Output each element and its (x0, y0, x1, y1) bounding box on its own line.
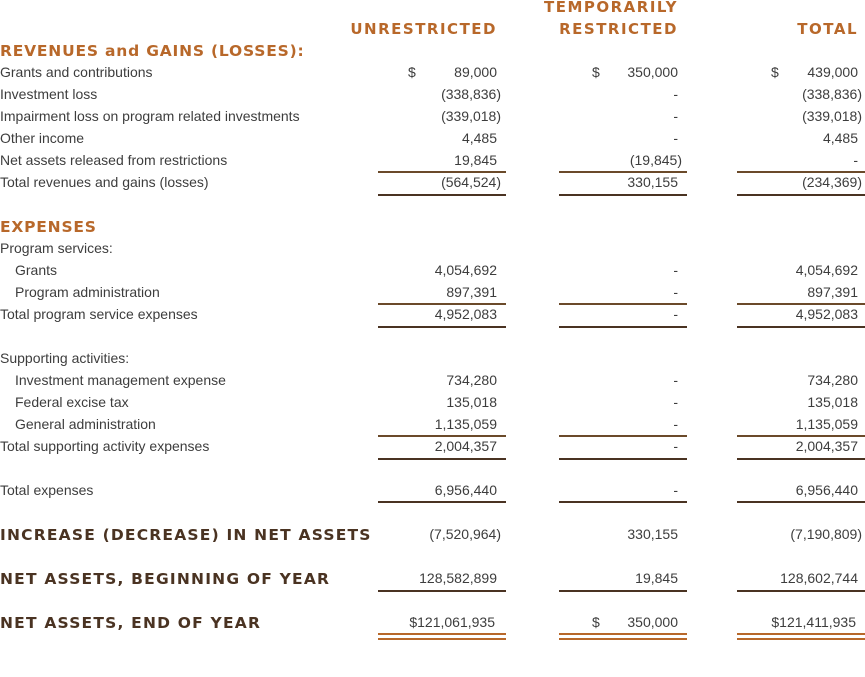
row-label: Investment loss (0, 86, 98, 102)
row-label: General administration (15, 416, 156, 432)
total-value: 128,602,744 (780, 570, 858, 586)
subtotal-rule (378, 303, 506, 305)
total-rule (737, 458, 865, 460)
total-value: (338,836) (802, 86, 862, 102)
temporarily-value: 330,155 (627, 526, 678, 542)
total-value: (7,190,809) (790, 526, 862, 542)
temporarily-value: 350,000 (627, 614, 678, 630)
temporarily-value: 330,155 (627, 174, 678, 190)
unrestricted-value: 2,004,357 (434, 438, 497, 454)
expenses-heading: EXPENSES (0, 218, 97, 236)
currency-symbol: $ (592, 64, 600, 80)
total-value: (234,369) (802, 174, 862, 190)
currency-symbol: $ (771, 64, 779, 80)
unrestricted-value: 6,956,440 (434, 482, 497, 498)
total-value: (339,018) (802, 108, 862, 124)
total-value: 4,485 (822, 130, 858, 146)
increase-decrease-label: INCREASE (DECREASE) IN NET ASSETS (0, 526, 372, 544)
row-label: Total supporting activity expenses (0, 438, 210, 454)
total-rule (559, 458, 687, 460)
double-rule-top (559, 633, 687, 635)
row-label: Total revenues and gains (losses) (0, 174, 209, 190)
row-label: Net assets released from restrictions (0, 152, 228, 168)
temporarily-value: - (673, 86, 678, 102)
total-rule (737, 194, 865, 196)
row-label: Total program service expenses (0, 306, 198, 322)
total-rule (378, 501, 506, 503)
total-rule (737, 326, 865, 328)
total-value: 2,004,357 (795, 438, 858, 454)
temporarily-value: - (673, 284, 678, 300)
subtotal-rule (559, 303, 687, 305)
row-label: Grants and contributions (0, 64, 153, 80)
total-rule (559, 590, 687, 592)
program-services-heading: Program services: (0, 240, 113, 256)
subtotal-rule (559, 435, 687, 437)
temporarily-value: - (673, 482, 678, 498)
temporarily-value: - (673, 130, 678, 146)
double-rule-top (378, 633, 506, 635)
unrestricted-value: 734,280 (446, 372, 497, 388)
unrestricted-value: (564,524) (441, 174, 501, 190)
subtotal-rule (737, 435, 865, 437)
revenues-heading: REVENUES and GAINS (LOSSES): (0, 42, 305, 60)
total-value: 135,018 (807, 394, 858, 410)
subtotal-rule (559, 171, 687, 173)
row-label: Program administration (15, 284, 160, 300)
supporting-activities-heading: Supporting activities: (0, 350, 130, 366)
total-rule (378, 590, 506, 592)
total-value: 439,000 (807, 64, 858, 80)
unrestricted-value: 897,391 (446, 284, 497, 300)
total-rule (378, 326, 506, 328)
total-value: 4,054,692 (795, 262, 858, 278)
total-value: 1,135,059 (795, 416, 858, 432)
total-value: 897,391 (807, 284, 858, 300)
column-header-restricted: RESTRICTED (559, 20, 678, 38)
unrestricted-value: 19,845 (454, 152, 497, 168)
unrestricted-value: 4,054,692 (434, 262, 497, 278)
currency-symbol: $ (408, 64, 416, 80)
row-label: Investment management expense (15, 372, 226, 388)
total-value: 734,280 (807, 372, 858, 388)
double-rule-bottom (737, 638, 865, 640)
unrestricted-value: 135,018 (446, 394, 497, 410)
temporarily-value: - (673, 438, 678, 454)
total-value: 4,952,083 (795, 306, 858, 322)
total-rule (559, 326, 687, 328)
unrestricted-value: (7,520,964) (429, 526, 501, 542)
subtotal-rule (737, 171, 865, 173)
currency-symbol: $ (592, 614, 600, 630)
unrestricted-value: (339,018) (441, 108, 501, 124)
total-rule (737, 501, 865, 503)
temporarily-value: (19,845) (629, 152, 682, 168)
row-label: Federal excise tax (15, 394, 129, 410)
double-rule-top (737, 633, 865, 635)
unrestricted-value: 4,952,083 (434, 306, 497, 322)
total-rule (559, 194, 687, 196)
unrestricted-value: 4,485 (461, 130, 497, 146)
net-assets-beginning-label: NET ASSETS, BEGINNING OF YEAR (0, 570, 331, 588)
unrestricted-value: 89,000 (454, 64, 497, 80)
temporarily-value: 350,000 (627, 64, 678, 80)
temporarily-value: - (673, 416, 678, 432)
net-assets-end-label: NET ASSETS, END OF YEAR (0, 614, 262, 632)
unrestricted-value: (338,836) (441, 86, 501, 102)
temporarily-value: - (673, 262, 678, 278)
temporarily-value: - (673, 372, 678, 388)
column-header-total: TOTAL (797, 20, 858, 38)
temporarily-value: 19,845 (635, 570, 678, 586)
double-rule-bottom (378, 638, 506, 640)
unrestricted-value: 1,135,059 (434, 416, 497, 432)
row-label: Impairment loss on program related investments (0, 108, 300, 124)
total-value: $121,411,935 (771, 614, 856, 630)
double-rule-bottom (559, 638, 687, 640)
row-label: Other income (0, 130, 85, 146)
temporarily-value: - (673, 108, 678, 124)
unrestricted-value: 128,582,899 (419, 570, 497, 586)
subtotal-rule (737, 303, 865, 305)
temporarily-value: - (673, 394, 678, 410)
temporarily-value: - (673, 306, 678, 322)
column-header-temporarily: TEMPORARILY (543, 0, 678, 16)
unrestricted-value: $121,061,935 (409, 614, 495, 630)
column-header-unrestricted: UNRESTRICTED (350, 20, 497, 38)
row-label: Total expenses (0, 482, 94, 498)
total-value: - (853, 152, 858, 168)
total-rule (378, 194, 506, 196)
row-label: Grants (15, 262, 58, 278)
total-rule (737, 590, 865, 592)
subtotal-rule (378, 171, 506, 173)
subtotal-rule (378, 435, 506, 437)
total-value: 6,956,440 (795, 482, 858, 498)
total-rule (559, 501, 687, 503)
total-rule (378, 458, 506, 460)
